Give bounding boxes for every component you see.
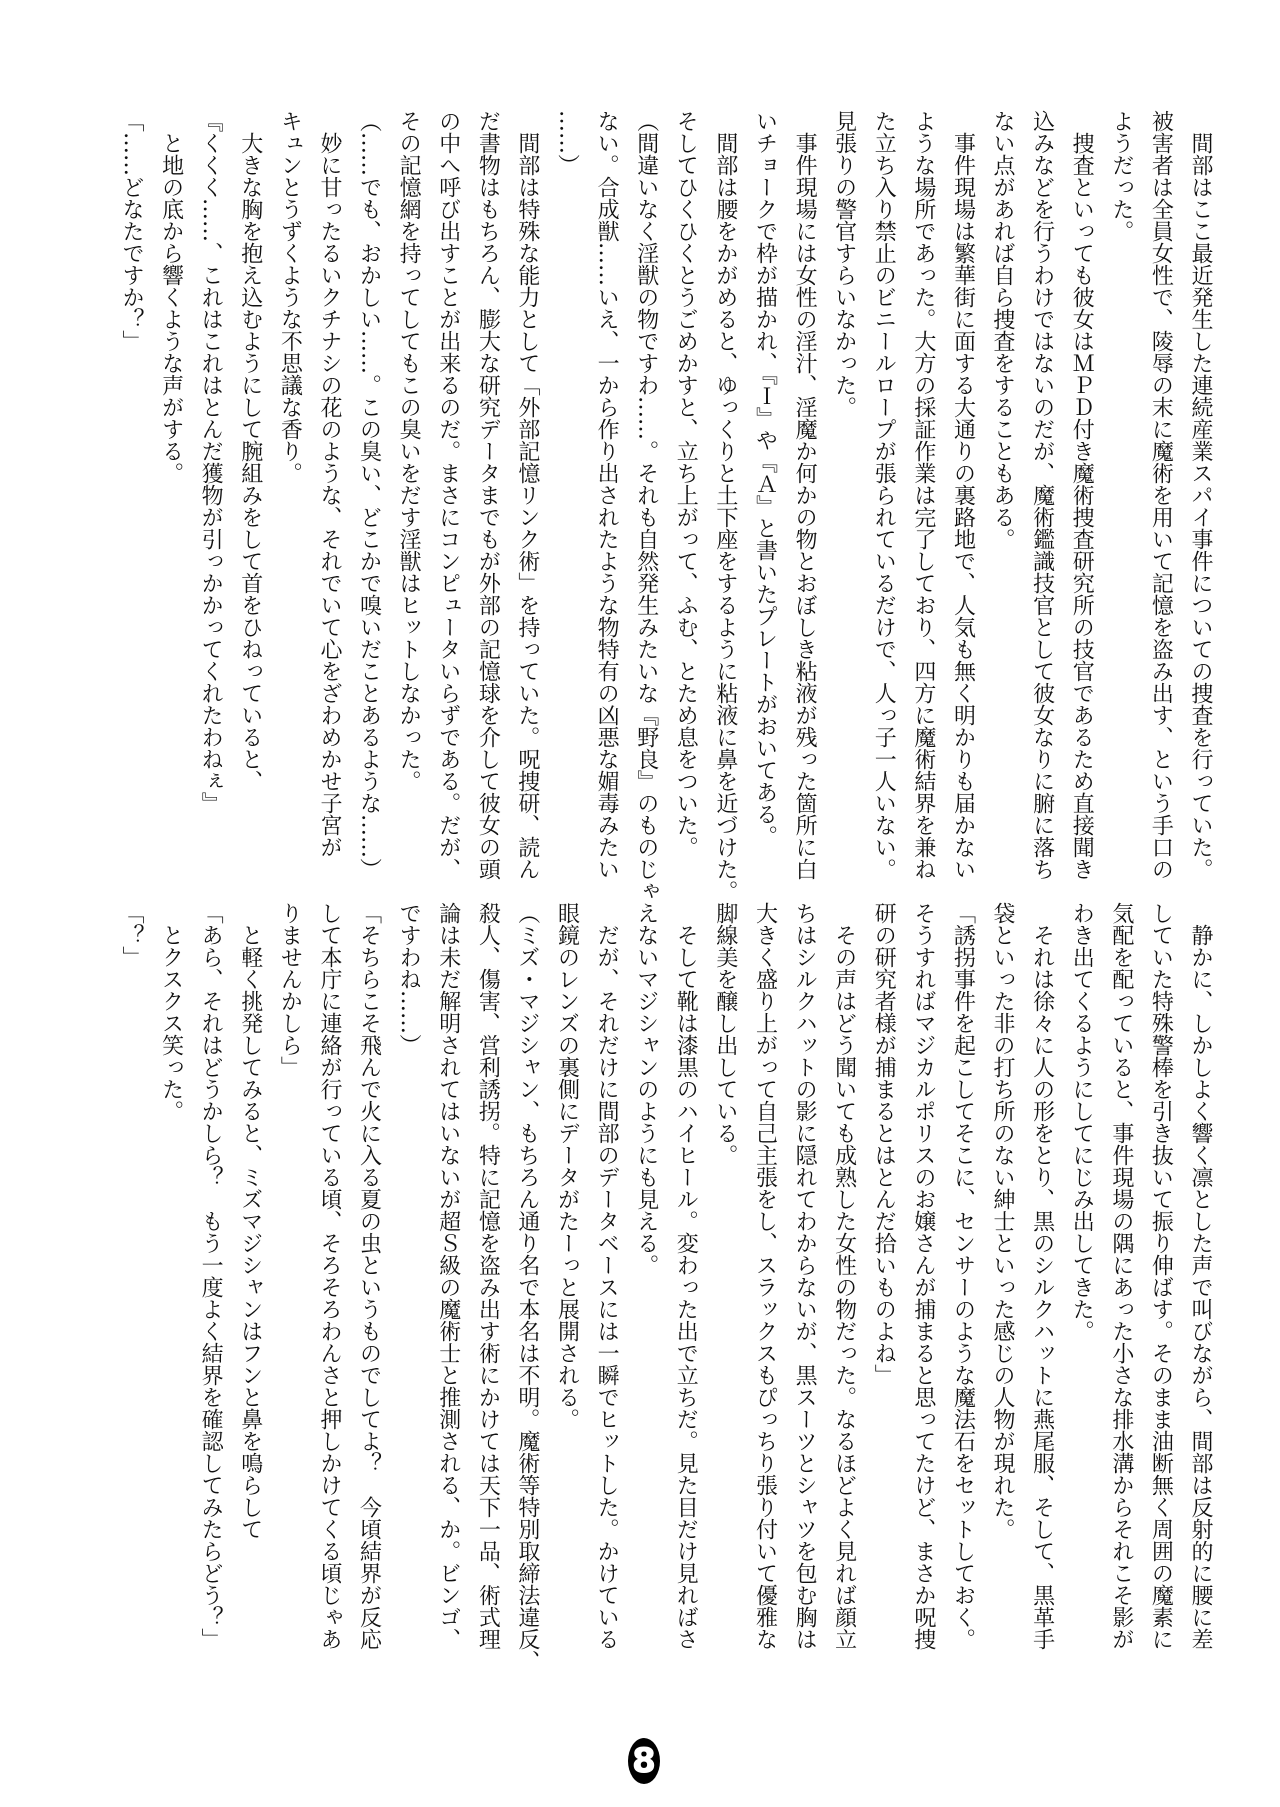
text-column: 妙に甘ったるいクチナシの花のような、それでいて心をざわめかせ子宮が [316,110,342,858]
text-column: 気配を配っていると、事件現場の隅にあった小さな排水溝からそれこそ影が [1108,902,1134,1650]
text-column: ちはシルクハットの影に隠れてわからないが、黒スーツとシャツを包む胸は [792,902,818,1650]
text-column: りませんかしら」 [277,902,303,1078]
text-column: 見張りの警官すらいなかった。 [831,110,857,418]
text-column: 被害者は全員女性で、陵辱の末に魔術を用いて記憶を盗み出す、という手口の [1148,110,1174,880]
lower-text-tier [105,902,1220,1682]
text-column: そうすればマジカルポリスのお嬢さんが捕まると思ってたけど、まさか呪捜 [910,902,936,1650]
text-column: 大きな胸を抱え込むようにして腕組みをして首をひねっていると、 [237,110,263,792]
text-column: 間部は特殊な能力として「外部記憶リンク術」を持っていた。呪捜研、読ん [514,110,540,880]
text-column: （……でも、おかしい……。この臭い、どこかで嗅いだことあるような……） [356,110,382,880]
text-column: そしてひくひくとうごめかすと、立ち上がって、ふむ、とため息をついた。 [673,110,699,858]
page-number: 8 [628,1738,660,1784]
text-column: 込みなどを行うわけではないのだが、魔術鑑識技官として彼女なりに腑に落ち [1029,110,1055,880]
text-column: と軽く挑発してみると、ミズマジシャンはフンと鼻を鳴らして [237,902,263,1540]
text-column: ようだった。 [1108,110,1134,242]
text-column: 間部は腰をかがめると、ゆっくりと土下座をするように粘液に鼻を近づけた。 [712,110,738,902]
text-column: 「誘拐事件を起こしてそこに、センサーのような魔法石をセットしておく。 [950,902,976,1650]
text-column: 「？」 [118,902,144,968]
text-column: わき出てくるようにしてにじみ出してきた。 [1069,902,1095,1342]
text-column: 脚線美を醸し出している。 [712,902,738,1166]
text-column: キュンとうずくような不思議な香り。 [277,110,303,484]
text-column: その声はどう聞いても成熟した女性の物だった。なるほどよく見れば顔立 [831,902,857,1650]
text-column: ですわね……） [396,902,422,1056]
text-column: 『くくく……、これはこれはとんだ獲物が引っかかってくれたわねぇ』 [198,110,224,814]
text-column: とクスクス笑った。 [158,902,184,1122]
text-column: ような場所であった。大方の採証作業は完了しており、四方に魔術結界を兼ね [910,110,936,880]
text-column: その記憶網を持ってしてもこの臭いをだす淫獣はヒットしなかった。 [396,110,422,792]
text-column: だ書物はもちろん、膨大な研究データまでもが外部の記憶球を介して彼女の頭 [475,110,501,880]
text-column: 間部はここ最近発生した連続産業スパイ事件についての捜査を行っていた。 [1188,110,1213,880]
text-column: 眼鏡のレンズの裏側にデータがたーっと展開される。 [554,902,580,1430]
text-column: 研の研究者様が捕まるとはとんだ拾いものよね」 [871,902,897,1386]
text-column: 静かに、しかしよく響く凛とした声で叫びながら、間部は反射的に腰に差 [1188,902,1213,1650]
text-column: だが、それだけに間部のデータベースには一瞬でヒットした。かけている [594,902,620,1650]
text-column: 「……どなたですか？」 [118,110,144,352]
text-column: 論は未だ解明されてはいないが超Ｓ級の魔術士と推測される、か。ビンゴ、 [435,902,461,1650]
text-column: 大きく盛り上がって自己主張をし、スラックスもぴっちり張り付いて優雅な [752,902,778,1650]
text-column: 「そちらこそ飛んで火に入る夏の虫というものでしてよ？ 今頃結界が反応 [356,902,382,1650]
text-column: ……） [554,110,580,176]
text-column: （間違いなく淫獣の物ですわ……。それも自然発生みたいな『野良』のものじゃ [633,110,659,902]
text-column: えないマジシャンのようにも見える。 [633,902,659,1276]
text-column: していた特殊警棒を引き抜いて振り伸ばす。そのまま油断無く周囲の魔素に [1148,902,1174,1650]
text-column: 殺人、傷害、営利誘拐。特に記憶を盗み出す術にかけては天下一品、術式理 [475,902,501,1650]
text-column: 袋といった非の打ち所のない紳士といった感じの人物が現れた。 [990,902,1016,1540]
text-column: ない点があれば自ら捜査をすることもある。 [990,110,1016,550]
text-column: して本庁に連絡が行っている頃、そろそろわんさと押しかけてくる頃じゃあ [316,902,342,1650]
text-column: と地の底から響くような声がする。 [158,110,184,484]
text-column: の中へ呼び出すことが出来るのだ。まさにコンピュータいらずである。だが、 [435,110,461,880]
text-column: た立ち入り禁止のビニールロープが張られているだけで、人っ子一人いない。 [871,110,897,880]
text-column: 事件現場には女性の淫汁、淫魔か何かの物とおぼしき粘液が残った箇所に白 [792,110,818,880]
text-column: ない。合成獣……いえ、一から作り出されたような物特有の凶悪な媚毒みたい [594,110,620,880]
text-column: いチョークで枠が描かれ、『Ｉ』や『Ａ』と書いたプレートがおいてある。 [752,110,778,847]
text-column: （ミズ・マジシャン、もちろん通り名で本名は不明。魔術等特別取締法違反、 [514,902,540,1672]
upper-text-tier [105,110,1220,902]
text-column: 事件現場は繁華街に面する大通りの裏路地で、人気も無く明かりも届かない [950,110,976,880]
text-column: 捜査といっても彼女はＭＰＤ付き魔術捜査研究所の技官であるため直接聞き [1069,110,1095,880]
text-column: そして靴は漆黒のハイヒール。変わった出で立ちだ。見た目だけ見ればさ [673,902,699,1650]
text-column: それは徐々に人の形をとり、黒のシルクハットに燕尾服、そして、黒革手 [1029,902,1055,1650]
text-column: 「あら、それはどうかしら？ もう一度よく結界を確認してみたらどう？」 [198,902,224,1650]
